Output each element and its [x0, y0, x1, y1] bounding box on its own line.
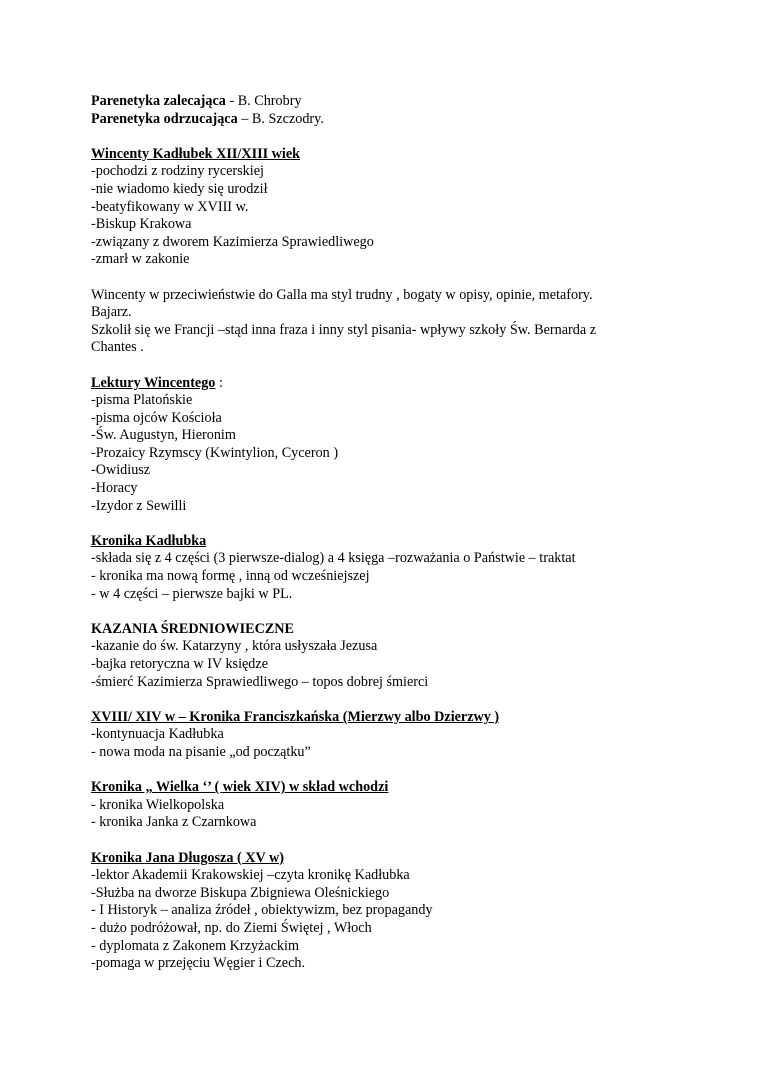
list-item: -Horacy — [91, 480, 138, 497]
list-item: - w 4 części – pierwsze bajki w PL. — [91, 585, 293, 602]
lektury-heading: Lektury Wincentego — [91, 374, 216, 391]
list-item: -zmarł w zakonie — [91, 251, 190, 268]
list-item: -pomaga w przejęciu Węgier i Czech. — [91, 955, 306, 972]
list-item: -śmierć Kazimierza Sprawiedliwego – topos dobrej śmierci — [91, 673, 429, 690]
parenetyka-line-1 — [91, 93, 691, 111]
list-item: -składa się z 4 części (3 pierwsze-dialog) a 4 księga –rozważania o Państwie – traktat — [91, 550, 576, 567]
lektury-heading-line — [91, 375, 691, 393]
list-item: -Biskup Krakowa — [91, 216, 192, 233]
list-item: - dużo podróżował, np. do Ziemi Świętej , Włoch — [91, 919, 372, 936]
parenetyka-zalecajaca-label: Parenetyka zalecająca — [91, 93, 226, 109]
kronika-dlugosza-heading: Kronika Jana Długosza ( XV w) — [91, 849, 284, 866]
list-item: - nowa moda na pisanie „od początku” — [91, 743, 311, 760]
franciszkanska-heading: XVIII/ XIV w – Kronika Franciszkańska (Mierzwy albo Dzierzwy ) — [91, 708, 500, 725]
styl-paragraph-line: Szkolił się we Francji –stąd inna fraza i inny styl pisania- wpływy szkoły Św. Bernarda z — [91, 321, 596, 338]
list-item: -kazanie do św. Katarzyny , która usłyszała Jezusa — [91, 638, 378, 655]
list-item: -Św. Augustyn, Hieronim — [91, 427, 236, 444]
list-item: -Owidiusz — [91, 462, 151, 479]
wincenty-heading: Wincenty Kadłubek XII/XIII wiek — [91, 145, 301, 162]
list-item: -nie wiadomo kiedy się urodził — [91, 180, 268, 197]
kronika-wielka-heading: Kronika „ Wielka ‘’ ( wiek XIV) w skład wchodzi — [91, 779, 389, 796]
parenetyka-line-2 — [91, 111, 691, 129]
list-item: -kontynuacja Kadłubka — [91, 726, 224, 743]
styl-paragraph-line: Wincenty w przeciwieństwie do Galla ma styl trudny , bogaty w opisy, opinie, metafory. — [91, 286, 593, 303]
list-item: - dyplomata z Zakonem Krzyżackim — [91, 937, 299, 954]
kazania-heading: KAZANIA ŚREDNIOWIECZNE — [91, 620, 295, 637]
list-item: -pochodzi z rodziny rycerskiej — [91, 163, 264, 180]
list-item: -Izydor z Sewilli — [91, 497, 187, 514]
list-item: -lektor Akademii Krakowskiej –czyta kronikę Kadłubka — [91, 867, 410, 884]
list-item: -beatyfikowany w XVIII w. — [91, 198, 249, 215]
list-item: - I Historyk – analiza źródeł , obiektywizm, bez propagandy — [91, 902, 433, 919]
list-item: - kronika Wielkopolska — [91, 796, 225, 813]
styl-paragraph-line: Chantes . — [91, 339, 144, 356]
parenetyka-odrzucajaca-text: – B. Szczodry. — [237, 110, 324, 127]
list-item: -pisma Platońskie — [91, 392, 193, 409]
parenetyka-odrzucajaca-label: Parenetyka odrzucająca — [91, 110, 238, 127]
document-body — [91, 93, 691, 973]
list-item: -Prozaicy Rzymscy (Kwintylion, Cyceron ) — [91, 444, 339, 461]
list-item: - kronika ma nową formę , inną od wcześniejszej — [91, 568, 370, 585]
list-item: -pisma ojców Kościoła — [91, 409, 222, 426]
styl-paragraph-line: Bajarz. — [91, 304, 132, 321]
list-item: -Służba na dworze Biskupa Zbigniewa Oleśnickiego — [91, 884, 390, 901]
list-item: -związany z dworem Kazimierza Sprawiedliwego — [91, 233, 374, 250]
list-item: -bajka retoryczna w IV księdze — [91, 656, 268, 672]
kronika-kadlubka-heading: Kronika Kadłubka — [91, 532, 207, 549]
lektury-heading-suffix: : — [215, 374, 223, 391]
list-item: - kronika Janka z Czarnkowa — [91, 814, 257, 831]
parenetyka-zalecajaca-text: - B. Chrobry — [225, 93, 302, 109]
